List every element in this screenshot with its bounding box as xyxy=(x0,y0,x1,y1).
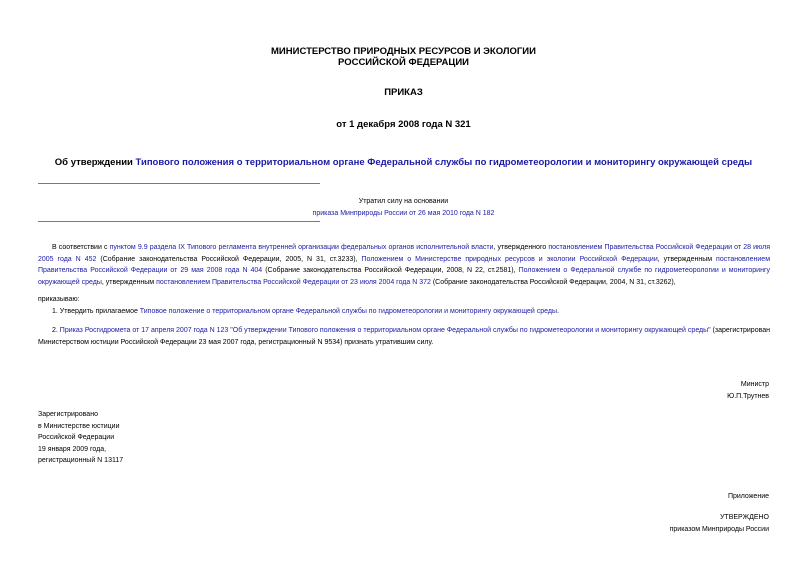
status-block xyxy=(0,196,807,219)
item2-text-2: (зарегистрирован Министерством юстиции Российской Федерации 23 мая 2007 года, регистрационный N 9534) признать утратившим силу. xyxy=(38,327,770,346)
registration-line: Зарегистрировано xyxy=(38,411,98,418)
preamble-text-3: (Собрание законодательства Российской Федерации, 2005, N 31, ст.3233), xyxy=(96,255,362,263)
order-item-2 xyxy=(38,325,770,348)
signature-role: Министр xyxy=(740,381,769,388)
item1-text-1: 1. Утвердить прилагаемое xyxy=(52,308,140,315)
status-link[interactable]: приказа Минприроды России от 26 мая 2010 года N 182 xyxy=(312,209,495,217)
link-resolution-404[interactable]: постановлением Правительства Российской Федерации от 29 мая 2008 года N 404 xyxy=(38,255,771,275)
registration-line: Российской Федерации xyxy=(38,434,115,441)
document-title xyxy=(0,157,807,168)
appendix-label: Приложение xyxy=(727,493,769,500)
item1-text-2: . xyxy=(557,308,559,315)
registration-line: 19 января 2009 года, xyxy=(38,445,107,453)
signature-name: Ю.П.Трутнев xyxy=(727,392,769,400)
signature-block xyxy=(727,379,769,402)
link-resolution-372[interactable]: постановлением Правительства Российской Федерации от 23 июля 2004 года N 372 xyxy=(156,278,431,286)
preamble-text-1: В соответствии с xyxy=(52,244,110,251)
preamble-paragraph xyxy=(38,242,770,288)
appendix-approval xyxy=(670,512,769,535)
preamble-text-5: (Собрание законодательства Российской Федерации, 2008, N 22, ст.2581), xyxy=(262,267,519,275)
link-ministry-regulation[interactable]: Положением о Министерстве природных ресурсов и экологии Российской Федерации xyxy=(361,255,658,263)
ministry-line-2: РОССИЙСКОЙ ФЕДЕРАЦИИ xyxy=(337,57,469,68)
status-text: Утратил силу на основании xyxy=(358,198,449,205)
registration-block xyxy=(38,409,123,467)
registration-line: в Министерстве юстиции xyxy=(38,422,120,430)
appendix-approved-by: приказом Минприроды России xyxy=(669,525,769,533)
ministry-line-1: МИНИСТЕРСТВО ПРИРОДНЫХ РЕСУРСОВ И ЭКОЛОГИИ xyxy=(271,46,536,57)
title-prefix: Об утверждении xyxy=(54,157,136,168)
appendix-approved: УТВЕРЖДЕНО xyxy=(719,514,769,521)
order-word: приказываю: xyxy=(38,296,80,303)
preamble-text-7: (Собрание законодательства Российской Федерации, 2004, N 31, ст.3262), xyxy=(430,278,676,286)
order-item-1 xyxy=(38,306,770,318)
title-link[interactable]: Типового положения о территориальном органе Федеральной службы по гидрометеорологии и мониторингу окружающей среды xyxy=(135,157,753,168)
document-date: от 1 декабря 2008 года N 321 xyxy=(336,119,471,130)
status-divider-bottom xyxy=(38,221,320,222)
link-resolution-452[interactable]: постановлением Правительства Российской Федерации от 28 июля 2005 года N 452 xyxy=(38,244,771,263)
item2-text-1: 2. xyxy=(52,327,60,334)
preamble-text-4: , утвержденным xyxy=(657,255,717,263)
link-regulation-item[interactable]: пунктом 9.9 раздела IX Типового регламента внутренней организации федеральных органов исполнительной власти xyxy=(109,244,494,251)
registration-line: регистрационный N 13117 xyxy=(38,457,124,464)
ministry-name xyxy=(0,46,807,68)
document-type: ПРИКАЗ xyxy=(384,87,423,98)
preamble-text-2: , утвержденного xyxy=(493,244,549,251)
status-divider-top xyxy=(38,183,320,184)
link-typical-regulation[interactable]: Типовое положение о территориальном органе Федеральной службы по гидрометеорологии и мониторингу окружающей среды xyxy=(139,308,558,315)
link-roshydromet-order[interactable]: Приказ Росгидромета от 17 апреля 2007 года N 123 "Об утверждении Типового положения о территориальном органе Федеральной службы по гидрометеорологии и мониторингу окружающей среды" xyxy=(59,327,711,334)
preamble-text-6: , утвержденным xyxy=(101,278,157,286)
link-service-regulation[interactable]: Положением о Федеральной службе по гидрометеорологии и мониторингу окружающей среды xyxy=(38,267,770,286)
